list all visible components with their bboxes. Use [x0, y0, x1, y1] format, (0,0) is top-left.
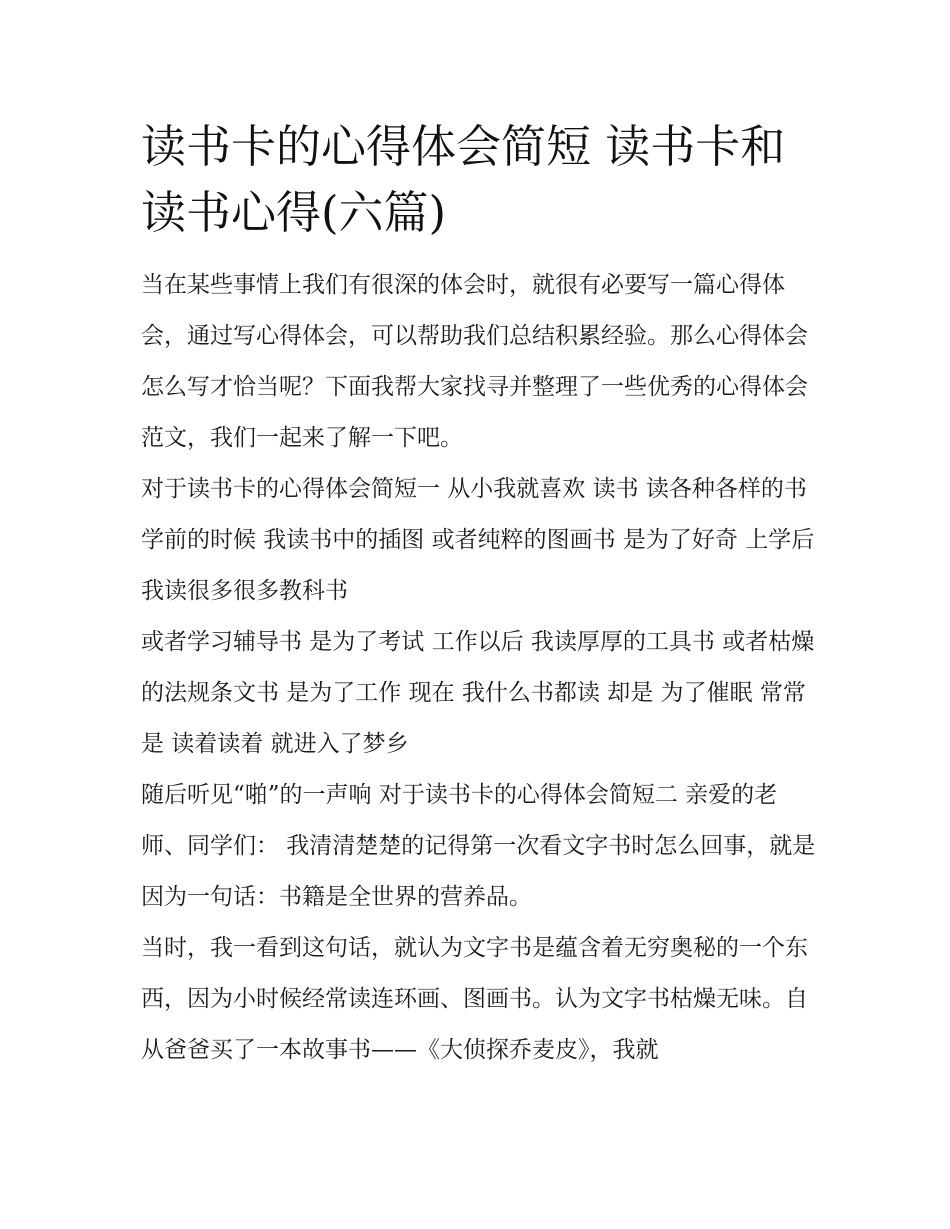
document-body: [141, 260, 816, 1076]
paragraph-intro: 当在某些事情上我们有很深的体会时，就很有必要写一篇心得体会，通过写心得体会，可以帮助我们总结积累经验。那么心得体会怎么写才恰当呢？下面我帮大家找寻并整理了一些优秀的心得体会范文，我们一起来了解一下吧。: [141, 272, 808, 451]
document-title: 读书卡的心得体会简短 读书卡和读书心得(六篇): [141, 120, 786, 239]
document-content: [141, 114, 816, 1076]
paragraph-essay-one-part-two: 或者学习辅导书 是为了考试 工作以后 我读厚厚的工具书 或者枯燥的法规条文书 是为了工作 现在 我什么书都读 却是 为了催眠 常常是 读着读着 就进入了梦乡: [141, 629, 815, 757]
paragraph-essay-one-part-one: 对于读书卡的心得体会简短一 从小我就喜欢 读书 读各种各样的书 学前的时候 我读书中的插图 或者纯粹的图画书 是为了好奇 上学后 我读很多很多教科书: [141, 476, 815, 604]
paragraph-essay-two-continued: 当时，我一看到这句话，就认为文字书是蕴含着无穷奥秘的一个东西，因为小时候经常读连环画、图画书。认为文字书枯燥无味。自从爸爸买了一本故事书——《大侦探乔麦皮》，我就: [141, 935, 808, 1063]
paragraph-essay-two-opening: 随后听见“啪”的一声响 对于读书卡的心得体会简短二 亲爱的老师、同学们： 我清清楚楚的记得第一次看文字书时怎么回事，就是因为一句话：书籍是全世界的营养品。: [141, 782, 816, 910]
